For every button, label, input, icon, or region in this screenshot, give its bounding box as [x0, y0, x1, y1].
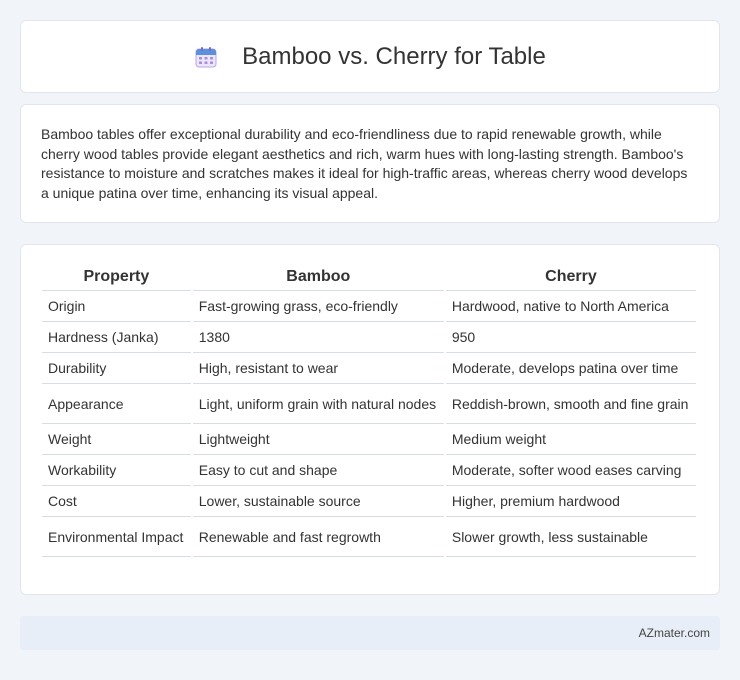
table-row: [42, 291, 696, 322]
table-row: [42, 384, 696, 424]
cell-cherry: Hardwood, native to North America: [446, 291, 696, 322]
column-header-property: Property: [42, 265, 191, 291]
cell-bamboo: Lower, sustainable source: [193, 486, 444, 517]
cell-property: Durability: [42, 353, 191, 384]
table-row: [42, 424, 696, 455]
table-card: [20, 244, 720, 595]
cell-bamboo: High, resistant to wear: [193, 353, 444, 384]
cell-cherry: Moderate, develops patina over time: [446, 353, 696, 384]
table-row: [42, 353, 696, 384]
page-title: Bamboo vs. Cherry for Table: [242, 42, 546, 70]
cell-cherry: Reddish-brown, smooth and fine grain: [446, 384, 696, 424]
cell-property: Environmental Impact: [42, 517, 191, 557]
calendar-icon: [194, 45, 218, 69]
table-row: [42, 517, 696, 557]
table-row: [42, 455, 696, 486]
cell-property: Cost: [42, 486, 191, 517]
cell-property: Weight: [42, 424, 191, 455]
footer: [20, 616, 720, 650]
cell-cherry: Slower growth, less sustainable: [446, 517, 696, 557]
cell-cherry: Moderate, softer wood eases carving: [446, 455, 696, 486]
cell-property: Hardness (Janka): [42, 322, 191, 353]
cell-bamboo: Light, uniform grain with natural nodes: [193, 384, 444, 424]
cell-bamboo: Fast-growing grass, eco-friendly: [193, 291, 444, 322]
cell-cherry: Medium weight: [446, 424, 696, 455]
cell-property: Workability: [42, 455, 191, 486]
comparison-table: [40, 265, 698, 557]
cell-bamboo: 1380: [193, 322, 444, 353]
column-header-cherry: Cherry: [446, 265, 696, 291]
cell-property: Appearance: [42, 384, 191, 424]
title-card: [20, 20, 720, 93]
cell-bamboo: Renewable and fast regrowth: [193, 517, 444, 557]
cell-cherry: Higher, premium hardwood: [446, 486, 696, 517]
cell-property: Origin: [42, 291, 191, 322]
table-header-row: [42, 265, 696, 291]
column-header-bamboo: Bamboo: [193, 265, 444, 291]
summary-card: [20, 104, 720, 223]
title-wrap: [194, 43, 546, 71]
cell-bamboo: Easy to cut and shape: [193, 455, 444, 486]
summary-text: Bamboo tables offer exceptional durability and eco-friendliness due to rapid renewable growth, while cherry wood tables provide elegant aesthetics and rich, warm hues with long-lasting strength. Bamboo's resistance to moisture and scratches makes it ideal for high-traffic areas, whereas cherry wood develops a unique patina over time, enhancing its visual appeal.: [41, 126, 688, 201]
table-row: [42, 322, 696, 353]
table-row: [42, 486, 696, 517]
cell-bamboo: Lightweight: [193, 424, 444, 455]
footer-site-link[interactable]: AZmater.com: [638, 626, 710, 640]
cell-cherry: 950: [446, 322, 696, 353]
